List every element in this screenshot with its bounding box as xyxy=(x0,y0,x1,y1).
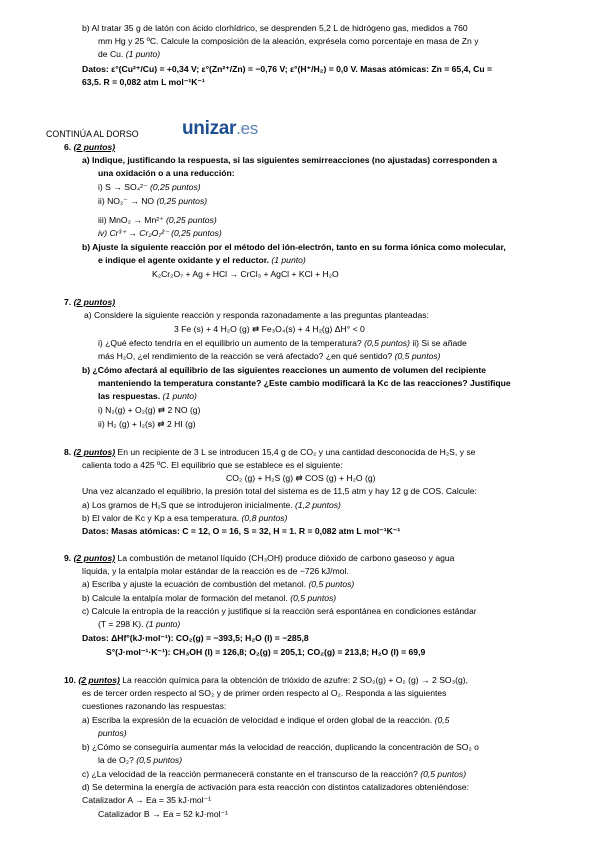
q8-a-points: (1,2 puntos) xyxy=(295,500,341,510)
q8-line1 xyxy=(64,447,475,457)
q7-ii-points: (0,5 puntos) xyxy=(394,351,441,361)
q8-points: (2 puntos) xyxy=(73,447,116,457)
q10-a-points-end: puntos) xyxy=(98,728,127,738)
q10-b-line2-text: la de O₂? xyxy=(98,755,134,765)
q9-c-line2 xyxy=(98,619,180,629)
q5-datos-1: Datos: ε°(Cu²⁺/Cu) = +0,34 V; ε°(Zn²⁺/Zn) = −0,76 V; ε°(H⁺/H₂) = 0,0 V. Masas atómicas: Zn = 65,4, Cu = xyxy=(82,64,493,74)
q10-d: d) Se determina la energía de activación para esta reacción con distintos catalizadores obteniéndose: xyxy=(82,782,469,792)
q10-a-text: a) Escriba la expresión de la ecuación de velocidad e indique el orden global de la reacción. xyxy=(82,715,433,725)
q8-line2: calienta todo a 425 ºC. El equilibrio que se establece es el siguiente: xyxy=(82,460,343,470)
q6-header xyxy=(64,142,115,152)
q6-reaction: K₂Cr₂O₇ + Ag + HCl → CrCl₃ + AgCl + KCl + H₂O xyxy=(152,269,339,279)
q10-c xyxy=(82,769,466,779)
q6-iii xyxy=(98,215,217,225)
q10-catalyst-b: Catalizador B → Ea = 52 kJ·mol⁻¹ xyxy=(98,809,228,819)
q5-b-points: (1 punto) xyxy=(125,49,161,59)
q6-i-points: (0,25 puntos) xyxy=(149,182,201,192)
q8-datos: Datos: Masas atómicas: C = 12, O = 16, S = 32, H = 1. R = 0,082 atm L mol⁻¹K⁻¹ xyxy=(82,526,401,536)
q9-points: (2 puntos) xyxy=(73,553,116,563)
q7-b-line3-text: las respuestas. xyxy=(98,391,161,401)
q6-a-line2: una oxidación o a una reducción: xyxy=(98,168,235,178)
q7-b-line3 xyxy=(98,391,197,401)
q8-a-text: a) Los gramos de H₂S que se introdujeron inicialmente. xyxy=(82,500,293,510)
q7-b-line2: manteniendo la temperatura constante? ¿Este cambio modificará la Kc de las reacciones? Justifique xyxy=(98,378,511,388)
q9-c-line2-text: (T = 298 K). xyxy=(98,619,144,629)
q9-datos-2: S°(J·mol⁻¹·K⁻¹): CH₃OH (l) = 126,8; O₂(g) = 205,1; CO₂(g) = 213,8; H₂O (l) = 69,9 xyxy=(106,647,426,657)
q6-iii-points: (0,25 puntos) xyxy=(166,215,217,225)
q8-number: 8. xyxy=(64,447,72,457)
q10-line1 xyxy=(64,675,468,685)
q6-b-line2 xyxy=(98,255,306,265)
q6-iv xyxy=(98,228,222,238)
unizar-logo-suffix: .es xyxy=(236,119,258,138)
q9-line1 xyxy=(64,553,454,563)
q6-iv-text: iv) Cr³⁺ → Cr₂O₇²⁻ xyxy=(98,228,169,238)
q7-ii-question: ii) Si se añade xyxy=(412,338,467,348)
q5-b-line3-text: de Cu. xyxy=(98,49,124,59)
q10-points: (2 puntos) xyxy=(78,675,120,685)
q10-catalyst-a: Catalizador A → Ea = 35 kJ·mol⁻¹ xyxy=(82,795,211,805)
q6-iv-points: (0,25 puntos) xyxy=(171,228,222,238)
q9-a-text: a) Escriba y ajuste la ecuación de combustión del metanol. xyxy=(82,579,307,589)
q10-b-line1: b) ¿Cómo se conseguiría aumentar más la velocidad de reacción, duplicando la concentración de SO₂ o xyxy=(82,742,479,752)
q8-a xyxy=(82,500,341,510)
q8-b xyxy=(82,513,287,523)
q6-b-line2-text: e indique el agente oxidante y el reductor. xyxy=(98,255,269,265)
q10-a-line1 xyxy=(82,715,449,725)
q7-ii-question-cont: más H₂O, ¿el rendimiento de la reacción se verá afectado? ¿en qué sentido? xyxy=(98,351,393,361)
q9-b xyxy=(82,593,336,603)
q7-reaction: 3 Fe (s) + 4 H₂O (g) ⇄ Fe₃O₄(s) + 4 H₂(g) ΔH° < 0 xyxy=(174,324,365,334)
q10-line2: es de tercer orden respecto al SO₂ y de primer orden respecto al O₂. Responda a las siguientes xyxy=(82,688,447,698)
q6-ii xyxy=(98,196,207,206)
q10-line3: cuestiones razonando las respuestas: xyxy=(82,701,227,711)
q8-b-points: (0,8 puntos) xyxy=(241,513,288,523)
q7-points: (2 puntos) xyxy=(73,297,116,307)
q6-a-line1: a) Indique, justificando la respuesta, si las siguientes semirreacciones (no ajustadas) corresponden a xyxy=(82,155,498,165)
q5-b-line1: b) Al tratar 35 g de latón con ácido clorhídrico, se desprenden 5,2 L de hidrógeno gas, medidos a 760 xyxy=(82,23,468,33)
q7-i-line1 xyxy=(98,338,467,348)
q7-reaction-2: ii) H₂ (g) + I₂(s) ⇄ 2 HI (g) xyxy=(98,419,196,429)
q7-header xyxy=(64,297,115,307)
q5-datos-2: 63,5. R = 0,082 atm L mol⁻¹K⁻¹ xyxy=(82,77,205,87)
q9-b-points: (0,5 puntos) xyxy=(290,593,337,603)
q10-c-text: c) ¿La velocidad de la reacción permanecerá constante en el transcurso de la reacción? xyxy=(82,769,418,779)
q6-i-text: i) S → SO₄²⁻ xyxy=(98,182,148,192)
continua-al-dorso: CONTINÚA AL DORSO xyxy=(46,129,139,139)
q7-number: 7. xyxy=(64,297,72,307)
q8-line3: Una vez alcanzado el equilibrio, la presión total del sistema es de 11,5 atm y hay 12 g de COS. Calcule: xyxy=(82,486,477,496)
q10-b-points: (0,5 puntos) xyxy=(136,755,183,765)
q9-line1-text: La combustión de metanol líquido (CH₃OH) produce dióxido de carbono gaseoso y agua xyxy=(117,553,455,563)
q9-a xyxy=(82,579,354,589)
q5-b-line2: mm Hg y 25 ºC. Calcule la composición de la aleación, exprésela como porcentaje en masa de Zn y xyxy=(98,36,479,46)
q6-iii-text: iii) MnO₂ → Mn²⁺ xyxy=(98,215,164,225)
q8-reaction: CO₂ (g) + H₂S (g) ⇄ COS (g) + H₂O (g) xyxy=(226,473,376,483)
q8-line1-text: En un recipiente de 3 L se introducen 15,4 g de CO₂ y una cantidad desconocida de H₂S, y se xyxy=(117,447,476,457)
q7-reaction-1: i) N₂(g) + O₂(g) ⇄ 2 NO (g) xyxy=(98,405,201,415)
q9-line2: líquida, y la entalpía molar estándar de la reacción es de −726 kJ/mol. xyxy=(82,566,349,576)
q7-i-points: (0,5 puntos) xyxy=(364,338,410,348)
q6-points: (2 puntos) xyxy=(73,142,116,152)
q6-ii-points: (0,25 puntos) xyxy=(156,196,208,206)
q10-line1-text: La reacción química para la obtención de trióxido de azufre: 2 SO₂(g) + O₂ (g) → 2 SO₃(g), xyxy=(122,675,468,685)
q7-i-question: i) ¿Qué efecto tendría en el equilibrio un aumento de la temperatura? xyxy=(98,338,362,348)
unizar-logo-main: unizar xyxy=(182,118,237,139)
q9-number: 9. xyxy=(64,553,72,563)
q6-ii-text: ii) NO₂⁻ → NO xyxy=(98,196,155,206)
q7-a-line1: a) Considere la siguiente reacción y responda razonadamente a las preguntas planteadas: xyxy=(84,310,429,320)
q6-i xyxy=(98,182,201,192)
q7-b-points: (1 punto) xyxy=(162,391,197,401)
q9-a-points: (0,5 puntos) xyxy=(308,579,355,589)
q9-c-points: (1 punto) xyxy=(145,619,181,629)
q8-b-text: b) El valor de Kc y Kp a esa temperatura. xyxy=(82,513,240,523)
q9-b-text: b) Calcule la entalpía molar de formación del metanol. xyxy=(82,593,288,603)
q6-b-points: (1 punto) xyxy=(271,255,306,265)
q10-b-line2 xyxy=(98,755,182,765)
q6-b-line1: b) Ajuste la siguiente reacción por el método del ión-electrón, tanto en su forma iónica como molecular, xyxy=(82,242,506,252)
q10-a-points-start: (0,5 xyxy=(434,715,450,725)
q7-i-line2 xyxy=(98,351,441,361)
q7-b-line1: b) ¿Cómo afectará al equilibrio de las siguientes reacciones un aumento de volumen del recipiente xyxy=(82,365,487,375)
q9-datos-1: Datos: ΔHf°(kJ·mol⁻¹): CO₂(g) = −393,5; H₂O (l) = −285,8 xyxy=(82,633,309,643)
q10-number: 10. xyxy=(64,675,76,685)
q5-b-line3 xyxy=(98,49,160,59)
q9-c-line1: c) Calcule la entropía de la reacción y justifique si la reacción será espontánea en condiciones estándar xyxy=(82,606,477,616)
q6-number: 6. xyxy=(64,142,72,152)
unizar-logo xyxy=(182,119,258,139)
q10-c-points: (0,5 puntos) xyxy=(420,769,467,779)
